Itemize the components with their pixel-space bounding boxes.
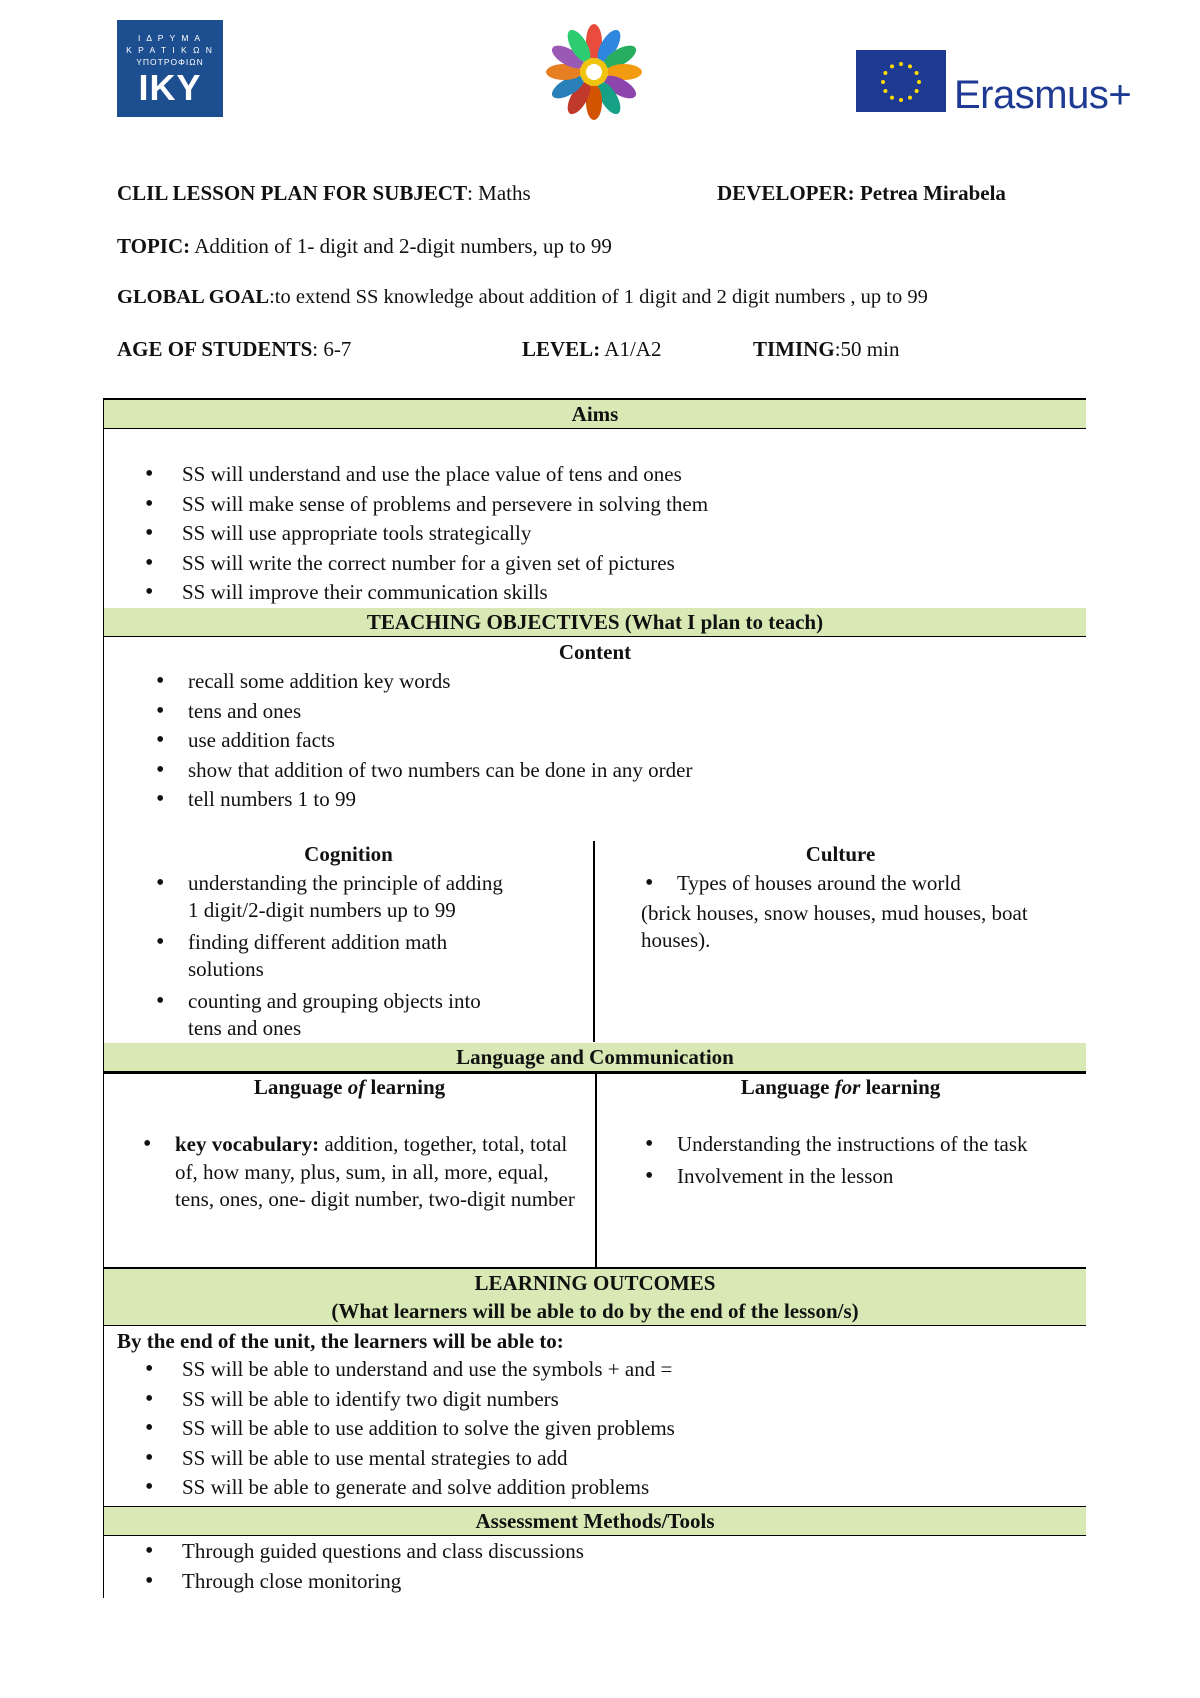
language-of-post: learning: [365, 1075, 446, 1099]
table-rule: [104, 1535, 1086, 1536]
table-rule: [104, 636, 1086, 637]
vocabulary-item: [175, 1131, 575, 1214]
timing-value: :50 min: [834, 337, 900, 361]
lesson-plan-table: [103, 398, 1086, 1598]
project-flower-logo: [535, 20, 653, 125]
timing-label: TIMING: [753, 337, 835, 361]
developer-line: [717, 180, 1006, 206]
iky-logo-text: IKY: [138, 67, 202, 108]
language-of-pre: Language: [253, 1075, 348, 1099]
language-for-item: • Understanding the instructions of the task: [677, 1131, 1057, 1158]
erasmus-logo-text: Erasmus+: [954, 73, 1132, 117]
iky-logo-line1: Ι Δ Ρ Υ Μ Α: [137, 33, 203, 43]
outcomes-list: [182, 1355, 675, 1503]
aims-item: • SS will improve their communication skills: [182, 578, 708, 608]
content-item: • use addition facts: [188, 726, 692, 756]
outcomes-intro: By the end of the unit, the learners will be able to:: [117, 1329, 564, 1353]
column-divider: [595, 1073, 597, 1268]
language-of-em: of: [347, 1075, 366, 1099]
culture-heading: Culture: [805, 842, 876, 866]
content-item: • recall some addition key words: [188, 667, 692, 697]
subject-line: [117, 180, 531, 206]
content-heading: Content: [558, 640, 632, 664]
assessment-heading: Assessment Methods/Tools: [104, 1507, 1086, 1535]
outcomes-item: • SS will be able to identify two digit numbers: [182, 1385, 675, 1415]
content-list: [188, 667, 692, 815]
outcomes-heading: LEARNING OUTCOMES: [474, 1271, 716, 1295]
aims-item: • SS will understand and use the place value of tens and ones: [182, 460, 708, 490]
content-item: • show that addition of two numbers can be done in any order: [188, 756, 692, 786]
outcomes-item: • SS will be able to use mental strategies to add: [182, 1444, 675, 1474]
culture-text: (brick houses, snow houses, mud houses, boat houses).: [641, 901, 1028, 952]
subject-label: CLIL LESSON PLAN FOR SUBJECT: [117, 181, 468, 205]
culture-list: [677, 870, 961, 902]
language-for-heading: [595, 1073, 1086, 1101]
content-item: • tell numbers 1 to 99: [188, 785, 692, 815]
outcomes-subheading: (What learners will be able to do by the end of the lesson/s): [331, 1299, 859, 1323]
column-divider: [593, 841, 595, 1042]
level-label: LEVEL:: [522, 337, 601, 361]
aims-item: • SS will use appropriate tools strategically: [182, 519, 708, 549]
language-for-item: • Involvement in the lesson: [677, 1163, 1057, 1190]
language-for-list: [677, 1131, 1057, 1195]
age-label: AGE OF STUDENTS: [117, 337, 313, 361]
developer-label: DEVELOPER:: [717, 181, 855, 205]
outcomes-item: • SS will be able to use addition to solve the given problems: [182, 1414, 675, 1444]
cognition-heading: Cognition: [304, 842, 393, 866]
culture-item: • Types of houses around the world: [677, 870, 961, 897]
assessment-list: [182, 1537, 584, 1596]
content-item: • tens and ones: [188, 697, 692, 727]
aims-list: [182, 460, 708, 608]
language-heading: Language and Communication: [104, 1043, 1086, 1071]
cognition-item: • understanding the principle of adding 1 digit/2-digit numbers up to 99: [188, 870, 508, 924]
cognition-item: • finding different addition math solutions: [188, 929, 448, 983]
language-of-heading: [104, 1073, 595, 1101]
topic-line: [117, 233, 612, 259]
assessment-item: • Through guided questions and class discussions: [182, 1537, 584, 1567]
goal-label: GLOBAL GOAL: [117, 286, 270, 308]
topic-value: Addition of 1- digit and 2-digit numbers, up to 99: [190, 234, 612, 258]
vocabulary-list: [175, 1131, 575, 1219]
language-for-post: learning: [860, 1075, 941, 1099]
aims-heading: Aims: [104, 400, 1086, 428]
objectives-heading: TEACHING OBJECTIVES (What I plan to teach): [104, 608, 1086, 636]
vocabulary-text: addition, together, total, total of, how many, plus, sum, in all, more, equal, tens, ones, one- digit number, two-digit number: [175, 1132, 575, 1211]
iky-logo-line2: Κ Ρ Α Τ Ι Κ Ω Ν: [126, 45, 214, 55]
assessment-item: • Through close monitoring: [182, 1567, 584, 1597]
eu-flag-icon: [856, 50, 946, 112]
language-for-pre: Language: [740, 1075, 835, 1099]
timing-line: [753, 336, 899, 362]
iky-logo: [117, 20, 223, 117]
topic-label: TOPIC:: [117, 234, 191, 258]
outcomes-item: • SS will be able to understand and use the symbols + and =: [182, 1355, 675, 1385]
language-for-em: for: [834, 1075, 861, 1099]
developer-value: Petrea Mirabela: [859, 181, 1006, 205]
age-line: [117, 336, 351, 362]
level-line: [522, 336, 661, 362]
vocabulary-label: key vocabulary:: [175, 1132, 320, 1156]
cognition-list: [188, 870, 508, 1047]
aims-item: • SS will make sense of problems and persevere in solving them: [182, 490, 708, 520]
age-value: : 6-7: [312, 337, 352, 361]
subject-value: : Maths: [467, 181, 531, 205]
goal-line: [117, 284, 928, 310]
outcomes-heading-block: [104, 1269, 1086, 1325]
table-rule: [104, 428, 1086, 429]
goal-value: :to extend SS knowledge about addition of 1 digit and 2 digit numbers , up to 99: [269, 286, 928, 308]
table-rule: [104, 1325, 1086, 1326]
level-value: A1/A2: [600, 337, 662, 361]
outcomes-item: • SS will be able to generate and solve addition problems: [182, 1473, 675, 1503]
aims-item: • SS will write the correct number for a given set of pictures: [182, 549, 708, 579]
cognition-item: • counting and grouping objects into tens and ones: [188, 988, 508, 1042]
iky-logo-line3: ΥΠΟΤΡΟΦΙΩΝ: [136, 57, 204, 67]
